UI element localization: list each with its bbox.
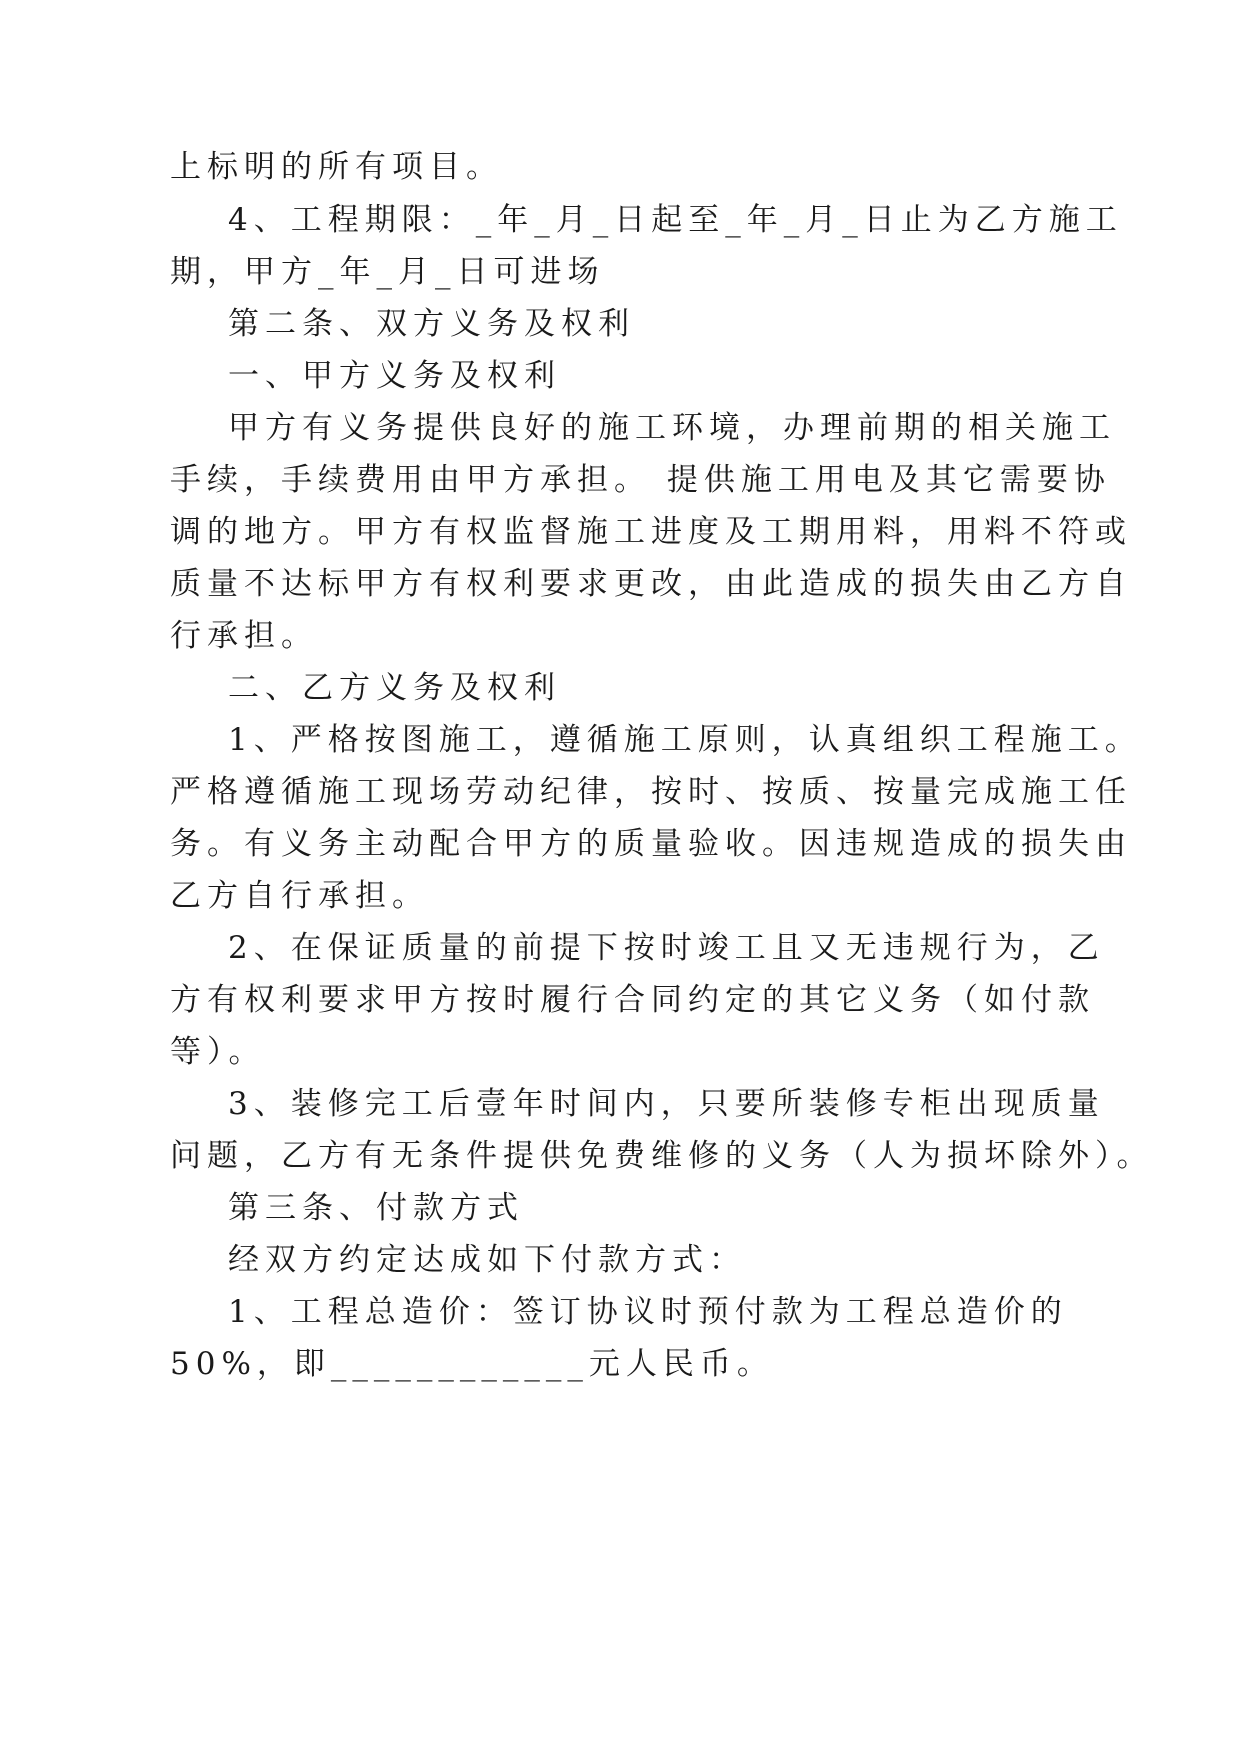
text-line: 问题，乙方有无条件提供免费维修的义务（人为损坏除外）。 [170, 1138, 1154, 1174]
text-line: 严格遵循施工现场劳动纪律，按时、按质、按量完成施工任 [170, 774, 1132, 810]
text-line: 质量不达标甲方有权利要求更改，由此造成的损失由乙方自 [170, 566, 1132, 602]
text-line: 乙方自行承担。 [170, 878, 429, 914]
text-line: 方有权利要求甲方按时履行合同约定的其它义务（如付款 [170, 982, 1095, 1018]
heading-article-2: 第二条、双方义务及权利 [228, 306, 635, 342]
text-line: 期，甲方_年_月_日可进场 [170, 254, 605, 290]
text-line-term-4: 4、工程期限：_年_月_日起至_年_月_日止为乙方施工 [228, 202, 1123, 238]
text-line-payment-1: 1、工程总造价：签订协议时预付款为工程总造价的 [228, 1294, 1068, 1330]
text-line-continuation: 上标明的所有项目。 [170, 149, 503, 185]
text-line: 手续，手续费用由甲方承担。 提供施工用电及其它需要协 [170, 462, 1111, 498]
subheading-party-b: 二、乙方义务及权利 [228, 670, 561, 706]
text-line: 行承担。 [170, 618, 318, 654]
text-line-item-2: 2、在保证质量的前提下按时竣工且又无违规行为，乙 [228, 930, 1105, 966]
text-line: 等）。 [170, 1034, 266, 1070]
text-line: 调的地方。甲方有权监督施工进度及工期用料，用料不符或 [170, 514, 1132, 550]
text-line-item-3: 3、装修完工后壹年时间内，只要所装修专柜出现质量 [228, 1086, 1105, 1122]
text-line: 务。有义务主动配合甲方的质量验收。因违规造成的损失由 [170, 826, 1132, 862]
text-line: 经双方约定达成如下付款方式： [228, 1242, 746, 1278]
text-line-item-1: 1、严格按图施工，遵循施工原则，认真组织工程施工。 [228, 722, 1142, 758]
text-line: 甲方有义务提供良好的施工环境，办理前期的相关施工 [228, 410, 1116, 446]
subheading-party-a: 一、甲方义务及权利 [228, 358, 561, 394]
heading-article-3: 第三条、付款方式 [228, 1190, 524, 1226]
text-line: 50%，即____________元人民币。 [170, 1346, 774, 1382]
